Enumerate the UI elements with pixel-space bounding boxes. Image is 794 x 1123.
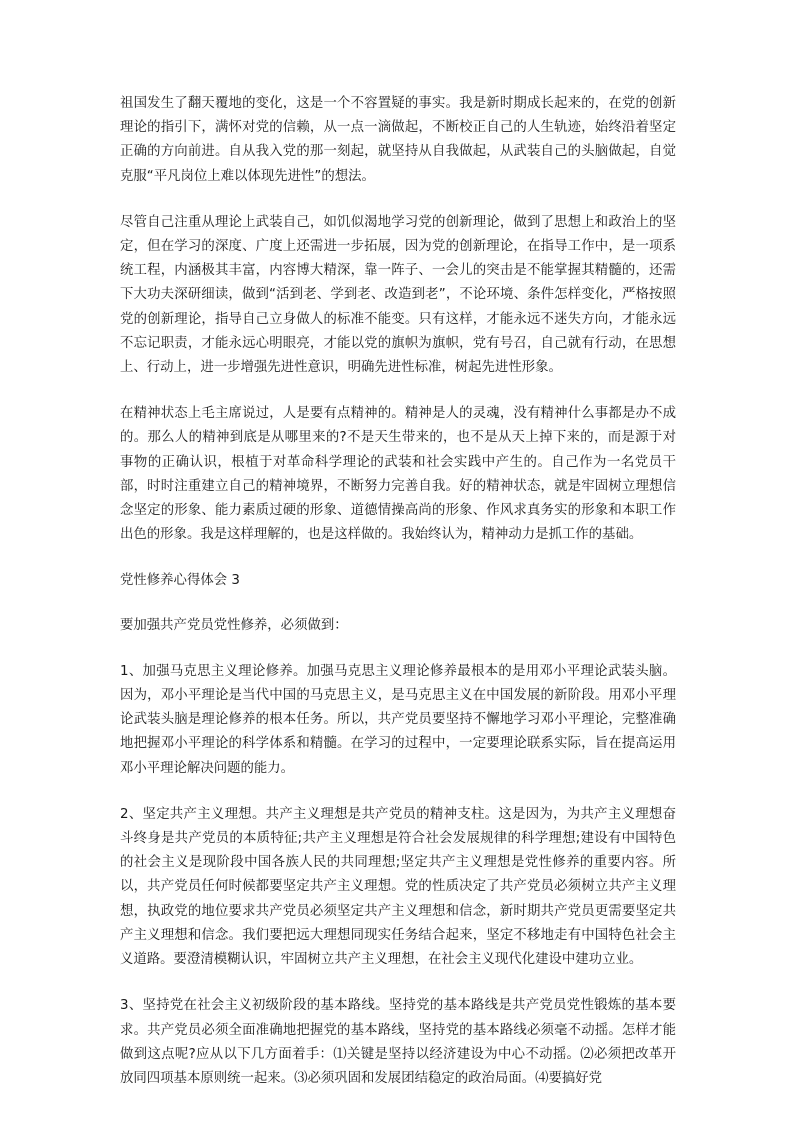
list-item-1: 1、加强马克思主义理论修养。加强马克思主义理论修养最根本的是用邓小平理论武装头脑。因为，邓小平理论是当代中国的马克思主义，是马克思主义在中国发展的新阶段。用邓小平理论武装头脑是理论修养的根本任务。所以，共产党员要坚持不懈地学习邓小平理论，完整准确地把握邓小平理论的科学体系和精髓。在学习的过程中，一定要理论联系实际，旨在提高运用邓小平理论解决问题的能力。 xyxy=(120,663,676,776)
paragraph-intro: 要加强共产党员党性修养，必须做到： xyxy=(120,617,348,633)
document-page xyxy=(120,92,676,1113)
list-item-2: 2、坚定共产主义理想。共产主义理想是共产党员的精神支柱。这是因为，为共产主义理想奋斗终身是共产党员的本质特征;共产主义理想是符合社会发展规律的科学理想;建设有中国特色的社会主义是现阶段中国各族人民的共同理想;坚定共产主义理想是党性修养的重要内容。所以，共产党员任何时候都要坚定共产主义理想。党的性质决定了共产党员必须树立共产主义理想，执政党的地位要求共产党员必须坚定共产主义理想和信念，新时期共产党员更需要坚定共产主义理想和信念。我们要把远大理想同现实任务结合起来，坚定不移地走有中国特色社会主义道路。要澄清模糊认识，牢固树立共产主义理想，在社会主义现代化建设中建功立业。 xyxy=(120,806,676,968)
section-heading: 党性修养心得体会 3 xyxy=(120,573,240,589)
paragraph-spirit: 在精神状态上毛主席说过，人是要有点精神的。精神是人的灵魂，没有精神什么事都是办不成的。那么人的精神到底是从哪里来的?不是天生带来的，也不是从天上掉下来的，而是源于对事物的正确认识，根植于对革命科学理论的武装和社会实践中产生的。自己作为一名党员干部，时时注重建立自己的精神境界，不断努力完善自我。好的精神状态，就是牢固树立理想信念坚定的形象、能力素质过硬的形象、道德情操高尚的形象、作风求真务实的形象和本职工作出色的形象。我是这样理解的，也是这样做的。我始终认为，精神动力是抓工作的基础。 xyxy=(120,406,676,543)
list-item-3: 3、坚持党在社会主义初级阶段的基本路线。坚持党的基本路线是共产党员党性锻炼的基本要求。共产党员必须全面准确地把握党的基本路线，坚持党的基本路线必须毫不动摇。怎样才能做到这点呢?应从以下几方面着手：⑴关键是坚持以经济建设为中心不动摇。⑵必须把改革开放同四项基本原则统一起来。⑶必须巩固和发展团结稳定的政治局面。⑷要搞好党 xyxy=(120,998,676,1086)
paragraph-theory-study: 尽管自己注重从理论上武装自己，如饥似渴地学习党的创新理论，做到了思想上和政治上的坚定，但在学习的深度、广度上还需进一步拓展，因为党的创新理论，在指导工作中，是一项系统工程，内涵极其丰富，内容博大精深，靠一阵子、一会儿的突击是不能掌握其精髓的，还需下大功夫深研细读，做到“活到老、学到老、改造到老”，不论环境、条件怎样变化，严格按照党的创新理论，指导自己立身做人的标准不能变。只有这样，才能永远不迷失方向，才能永远不忘记职责，才能永远心明眼亮，才能以党的旗帜为旗帜，党有号召，自己就有行动，在思想上、行动上，进一步增强先进性意识，明确先进性标准，树起先进性形象。 xyxy=(120,214,676,376)
paragraph-progress: 祖国发生了翻天覆地的变化，这是一个不容置疑的事实。我是新时期成长起来的，在党的创新理论的指引下，满怀对党的信赖，从一点一滴做起，不断校正自己的人生轨迹，始终沿着坚定正确的方向前进。自从我入党的那一刻起，就坚持从自我做起，从武装自己的头脑做起，自觉克服“平凡岗位上难以体现先进性”的想法。 xyxy=(120,96,676,184)
